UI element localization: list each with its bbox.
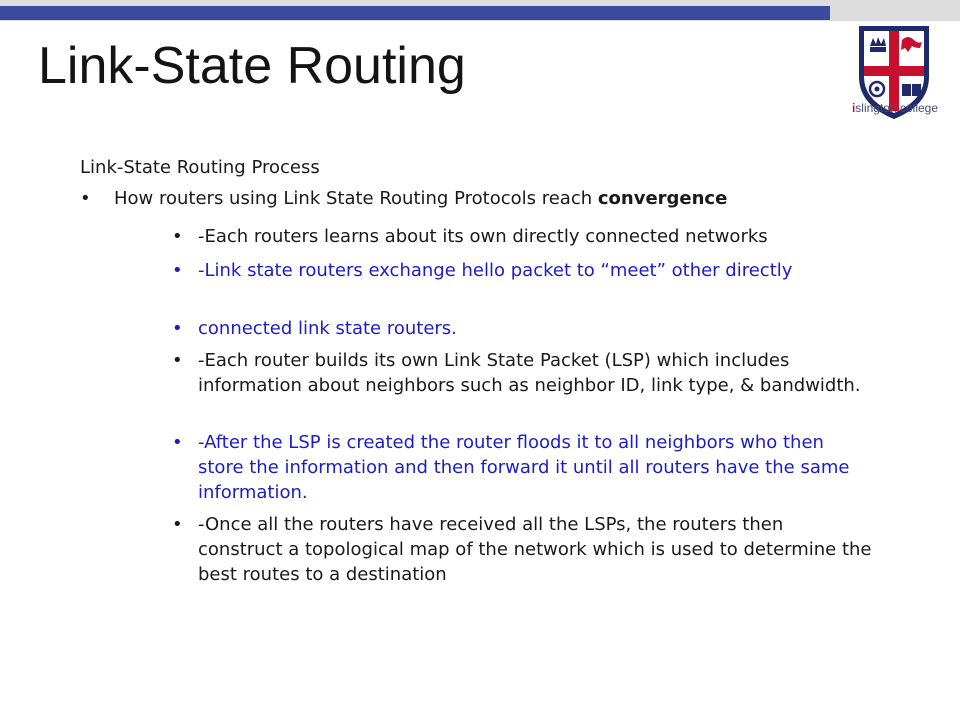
sub-bullet-1: • -Each routers learns about its own directly connected networks [172, 226, 768, 247]
header-band [0, 6, 830, 20]
sub-bullet-6: • -Once all the routers have received all the LSPs, the routers then construct a topological map of the network which is used to determine the best routes to a destination [172, 514, 872, 585]
main-bullet-text: How routers using Link State Routing Protocols reach convergence [114, 188, 728, 209]
college-brand-text: islington college [851, 101, 939, 115]
sub-bullet-4: • -Each router builds its own Link State Packet (LSP) which includes information about neighbors such as neighbor ID, link type, & bandwidth. [172, 350, 861, 396]
bullet-icon: • [172, 318, 183, 339]
bullet-icon: • [172, 260, 183, 281]
bullet-icon: • [172, 432, 183, 453]
sub-bullet-2: • -Link state routers exchange hello packet to “meet” other directly [172, 260, 793, 281]
main-bullet [80, 188, 900, 209]
sub-bullet-3: • connected link state routers. [172, 318, 457, 339]
section-heading: Link-State Routing Process [80, 157, 320, 178]
emphasis-text: convergence [597, 188, 728, 209]
sub-bullet-5: • -After the LSP is created the router floods it to all neighbors who then store the information and then forward it until all routers have the same information. [172, 432, 850, 503]
slide-title: Link-State Routing [38, 37, 466, 95]
bullet-icon: • [172, 514, 183, 535]
bullet-icon: • [172, 350, 183, 371]
bullet-icon: • [80, 188, 91, 209]
bullet-icon: • [172, 226, 183, 247]
